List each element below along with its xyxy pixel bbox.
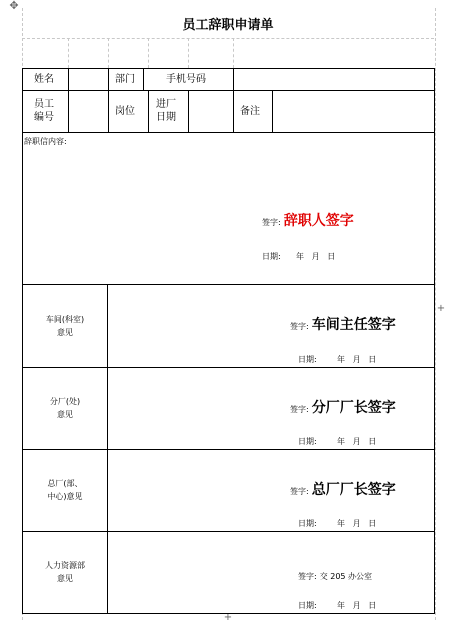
phone-label: 手机号码: [166, 74, 206, 85]
section-label-hr: 人力资源部 意见: [45, 561, 85, 583]
header-guide-top: [22, 38, 434, 39]
applicant-sign-value: 辞职人签字: [283, 213, 354, 229]
col-line-b: [108, 68, 109, 132]
row-divider-4: [22, 367, 435, 368]
phone-value-cell[interactable]: [234, 69, 433, 89]
section-label-workshop: 车间(科室) 意见: [45, 315, 85, 337]
col-line-d: [148, 90, 149, 132]
approval-label-divider: [107, 284, 108, 613]
section-date-workshop: 日期: 年 月 日: [298, 355, 377, 364]
sign-value: 交 205 办公室: [319, 572, 373, 581]
header-guide-v1: [68, 38, 69, 68]
row-divider-5: [22, 449, 435, 450]
applicant-date: 日期: 年 月 日: [262, 252, 336, 261]
name-value-cell[interactable]: [69, 69, 107, 89]
row-divider-6: [22, 531, 435, 532]
section-label-head-factory: 总厂(部、 中心)意见: [47, 479, 83, 501]
department-label: 部门: [115, 74, 135, 85]
section-signature-branch: [290, 397, 396, 417]
col-line-g: [272, 90, 273, 132]
header-guide-v5: [233, 38, 234, 68]
sign-value: 分厂厂长签字: [311, 400, 396, 416]
sign-label: 签字:: [262, 218, 281, 227]
name-label: 姓名: [34, 74, 54, 85]
sign-label: 签字:: [290, 487, 309, 496]
sign-value: 车间主任签字: [311, 317, 396, 333]
section-signature-head-factory: [290, 479, 396, 499]
header-guide-v4: [188, 38, 189, 68]
sign-value: 总厂厂长签字: [311, 482, 396, 498]
section-signature-workshop: [290, 314, 396, 334]
employee-no-label: 员工 编号: [34, 99, 54, 123]
content-label: 辞职信内容:: [24, 137, 67, 146]
position-label: 岗位: [115, 106, 135, 117]
sign-label: 签字:: [298, 572, 317, 581]
col-line-e: [188, 90, 189, 132]
row-divider-1: [22, 90, 435, 91]
entry-date-label: 进厂 日期: [156, 99, 176, 123]
section-label-branch: 分厂(处) 意见: [49, 397, 81, 419]
applicant-signature: [262, 210, 354, 230]
table-border-bottom: [22, 613, 435, 614]
row-divider-2: [22, 132, 435, 133]
section-date-branch: 日期: 年 月 日: [298, 437, 377, 446]
header-guide-v2: [108, 38, 109, 68]
sign-label: 签字:: [290, 322, 309, 331]
section-date-hr: 日期: 年 月 日: [298, 601, 377, 610]
section-signature-hr: [298, 571, 372, 582]
move-handle-icon[interactable]: ✥: [9, 0, 19, 12]
page-title: 员工辞职申请单: [182, 18, 274, 33]
content-area[interactable]: [23, 148, 433, 282]
col-line-c: [143, 68, 144, 90]
section-date-head-factory: 日期: 年 月 日: [298, 519, 377, 528]
table-border-right: [434, 68, 435, 613]
add-column-icon[interactable]: +: [436, 303, 446, 314]
add-row-icon[interactable]: +: [223, 612, 233, 623]
sign-label: 签字:: [290, 405, 309, 414]
remarks-label: 备注: [240, 106, 260, 117]
row-divider-3: [22, 284, 435, 285]
header-guide-v3: [148, 38, 149, 68]
